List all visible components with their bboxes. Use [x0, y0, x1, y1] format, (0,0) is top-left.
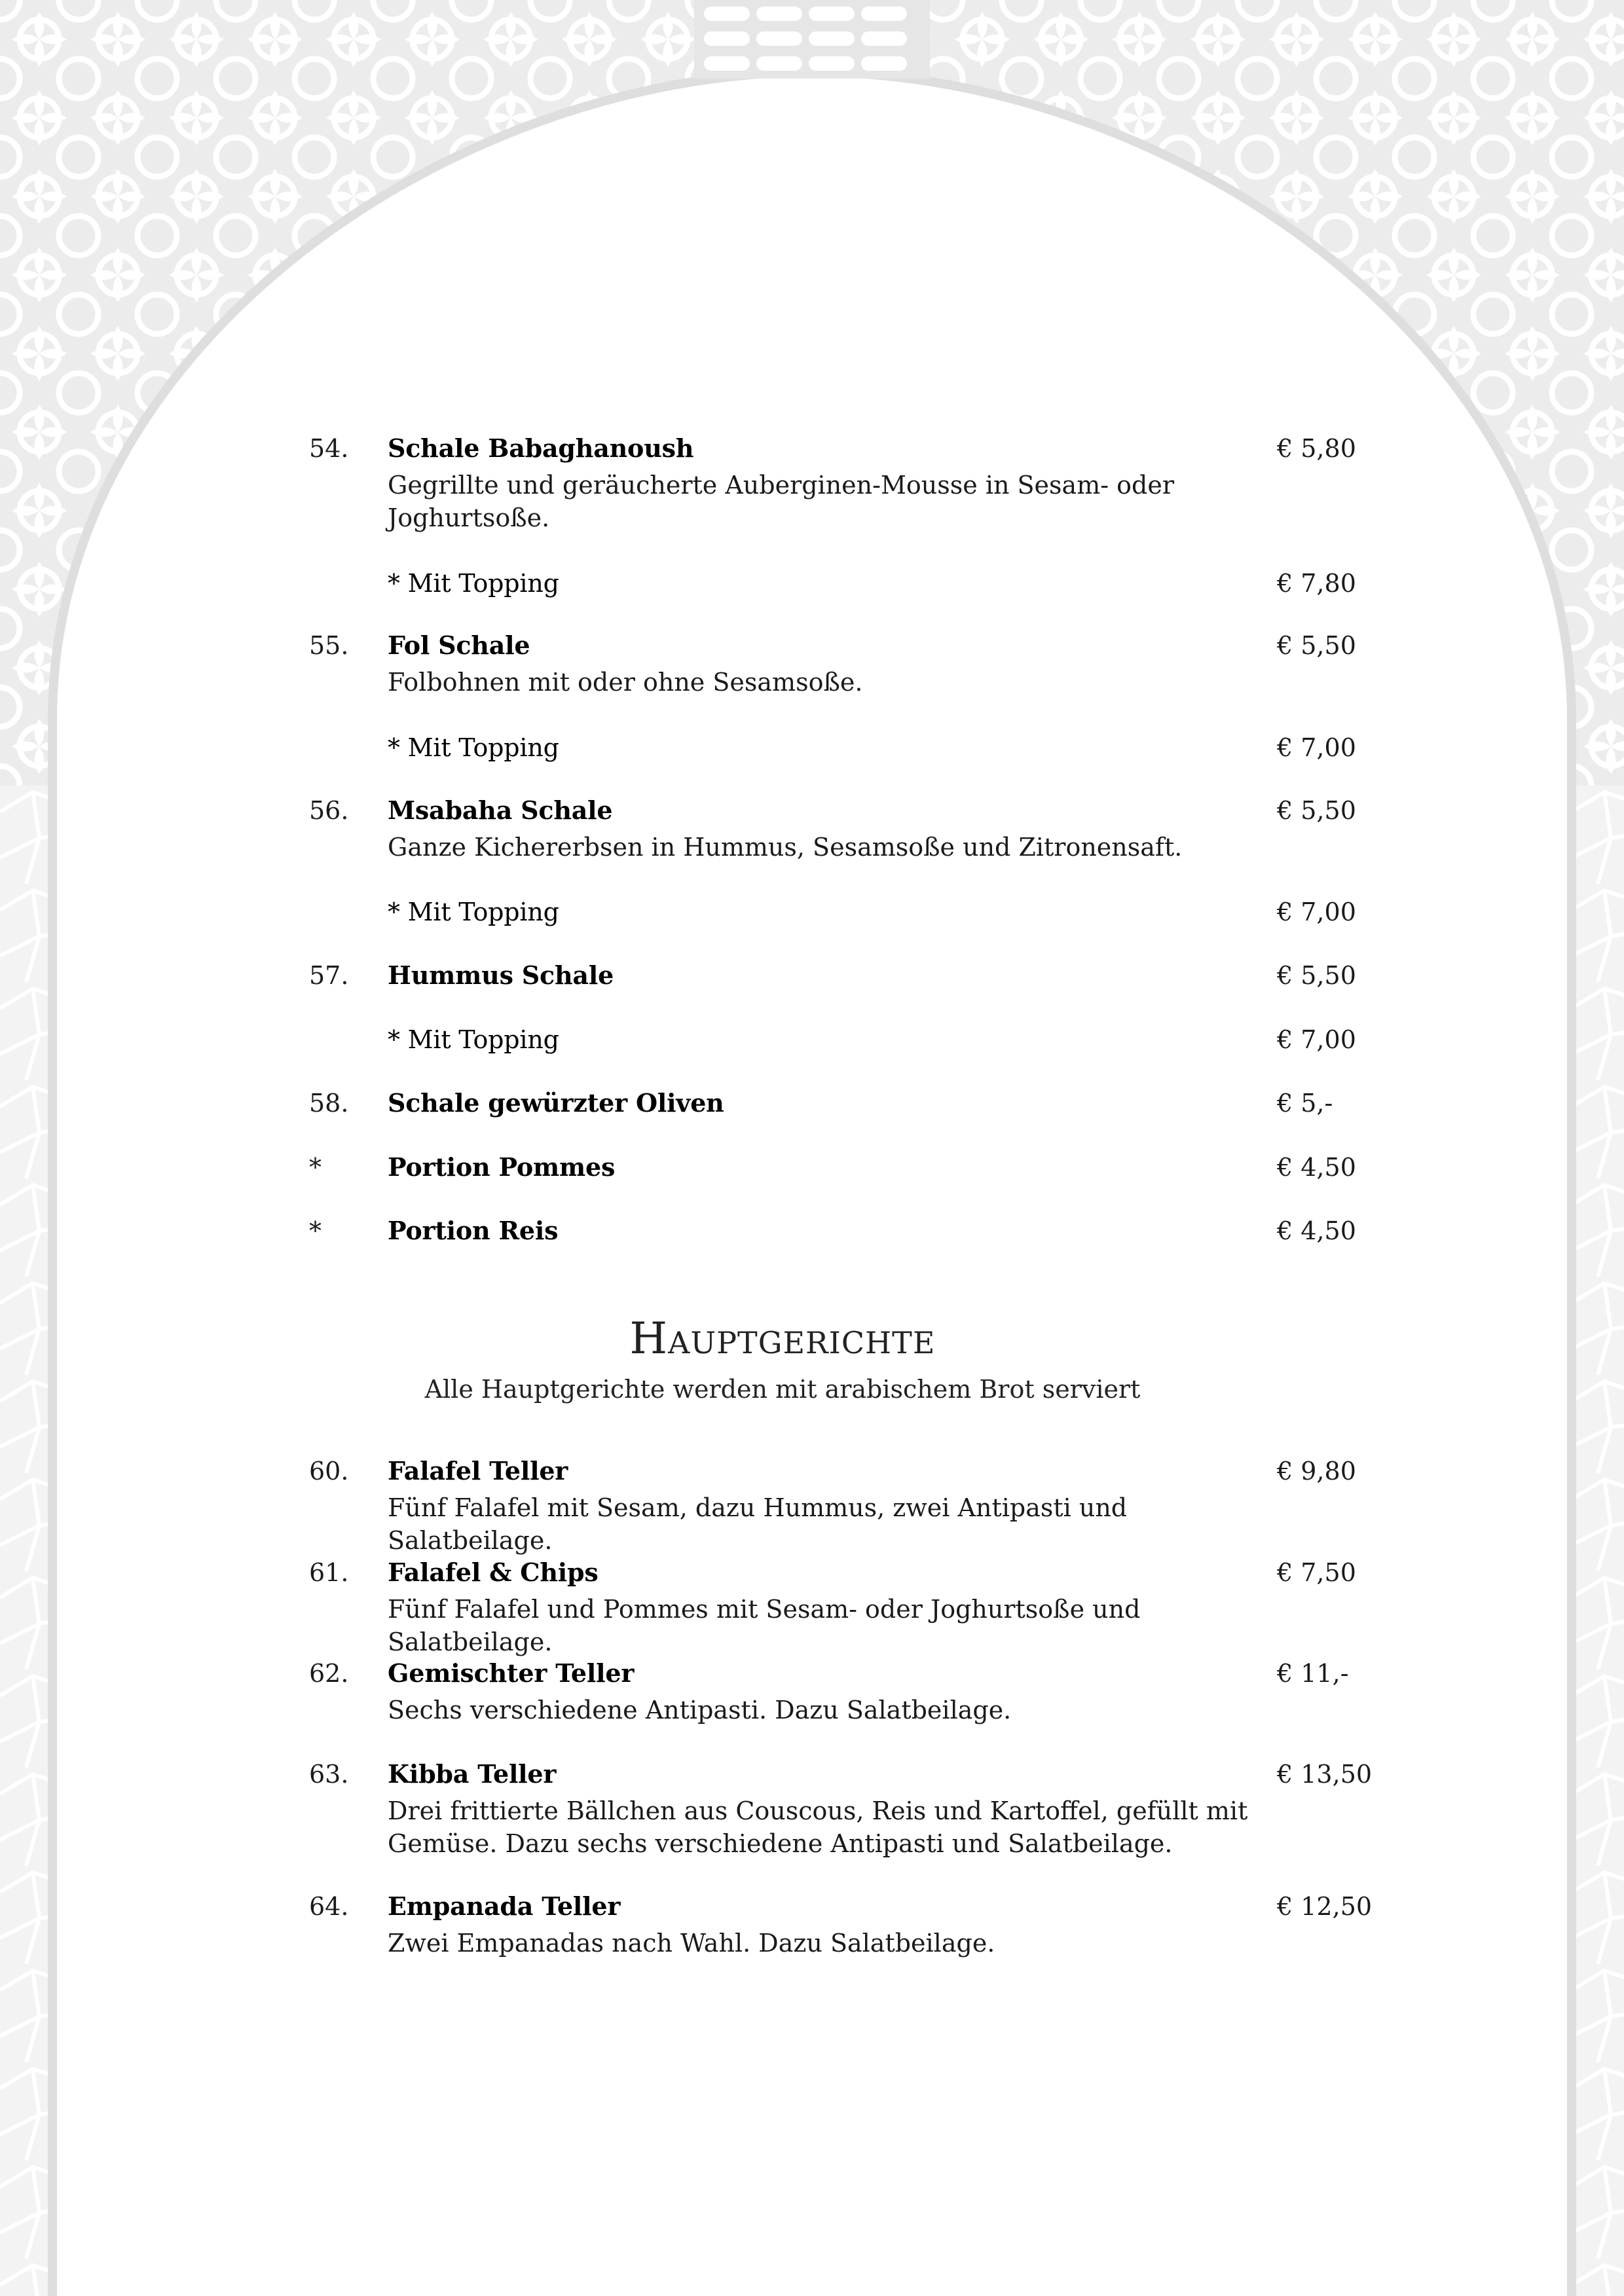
item-name: * Mit Topping — [388, 1025, 559, 1054]
item-description: Fünf Falafel und Pommes mit Sesam- oder Joghurtsoße und Salatbeilage. — [388, 1595, 1141, 1656]
item-name: Schale Babaghanoush — [388, 433, 694, 463]
item-name: Portion Pommes — [388, 1152, 616, 1182]
item-price: € 5,- — [1277, 1089, 1333, 1118]
item-name: * Mit Topping — [388, 569, 559, 598]
item-name: Kibba Teller — [388, 1759, 557, 1789]
item-name: Portion Reis — [388, 1216, 559, 1245]
item-number: 63. — [309, 1760, 349, 1789]
item-description: Folbohnen mit oder ohne Sesamsoße. — [388, 668, 863, 697]
item-price: € 7,50 — [1277, 1558, 1356, 1587]
item-number: 56. — [309, 796, 349, 825]
item-price: € 7,80 — [1277, 569, 1356, 598]
item-price: € 13,50 — [1277, 1760, 1373, 1789]
item-number: 57. — [309, 961, 349, 990]
item-number: 61. — [309, 1558, 349, 1587]
item-price: € 7,00 — [1277, 1025, 1356, 1054]
section-subtitle: Alle Hauptgerichte werden mit arabischem Brot serviert — [424, 1375, 1141, 1404]
section-title: Hauptgerichte — [629, 1313, 936, 1364]
item-number: 60. — [309, 1457, 349, 1485]
item-name: Falafel Teller — [388, 1456, 568, 1485]
item-price: € 4,50 — [1277, 1153, 1356, 1182]
item-number: 58. — [309, 1089, 349, 1118]
item-price: € 4,50 — [1277, 1216, 1356, 1245]
item-name: Gemischter Teller — [388, 1658, 635, 1688]
item-name: Fol Schale — [388, 630, 530, 660]
item-name: Schale gewürzter Oliven — [388, 1088, 724, 1118]
item-price: € 7,00 — [1277, 898, 1356, 926]
item-price: € 12,50 — [1277, 1892, 1373, 1921]
item-price: € 7,00 — [1277, 733, 1356, 762]
item-number: 54. — [309, 434, 349, 463]
item-description: Ganze Kichererbsen in Hummus, Sesamsoße und Zitronensaft. — [388, 833, 1183, 862]
item-number: * — [309, 1216, 322, 1245]
item-description: Gegrillte und geräucherte Auberginen-Mousse in Sesam- oder Joghurtsoße. — [388, 471, 1175, 532]
item-price: € 5,50 — [1277, 631, 1356, 660]
item-price: € 5,50 — [1277, 961, 1356, 990]
item-price: € 5,50 — [1277, 796, 1356, 825]
item-number: 64. — [309, 1892, 349, 1921]
item-description: Fünf Falafel mit Sesam, dazu Hummus, zwei Antipasti und Salatbeilage. — [388, 1493, 1128, 1555]
item-name: * Mit Topping — [388, 733, 559, 762]
item-number: * — [309, 1153, 322, 1182]
item-name: Msabaha Schale — [388, 795, 613, 825]
item-number: 62. — [309, 1659, 349, 1688]
item-description: Drei frittierte Bällchen aus Couscous, Reis und Kartoffel, gefüllt mit Gemüse. Dazu sechs verschiedene Antipasti und Salatbeilage. — [388, 1796, 1248, 1858]
item-name: Hummus Schale — [388, 960, 614, 990]
item-price: € 9,80 — [1277, 1457, 1356, 1485]
item-name: Empanada Teller — [388, 1891, 621, 1921]
item-name: Falafel & Chips — [388, 1558, 599, 1587]
item-price: € 11,- — [1277, 1659, 1349, 1688]
item-name: * Mit Topping — [388, 898, 559, 926]
item-number: 55. — [309, 631, 349, 660]
item-description: Sechs verschiedene Antipasti. Dazu Salatbeilage. — [388, 1696, 1012, 1724]
item-price: € 5,80 — [1277, 434, 1356, 463]
item-description: Zwei Empanadas nach Wahl. Dazu Salatbeilage. — [388, 1929, 995, 1958]
